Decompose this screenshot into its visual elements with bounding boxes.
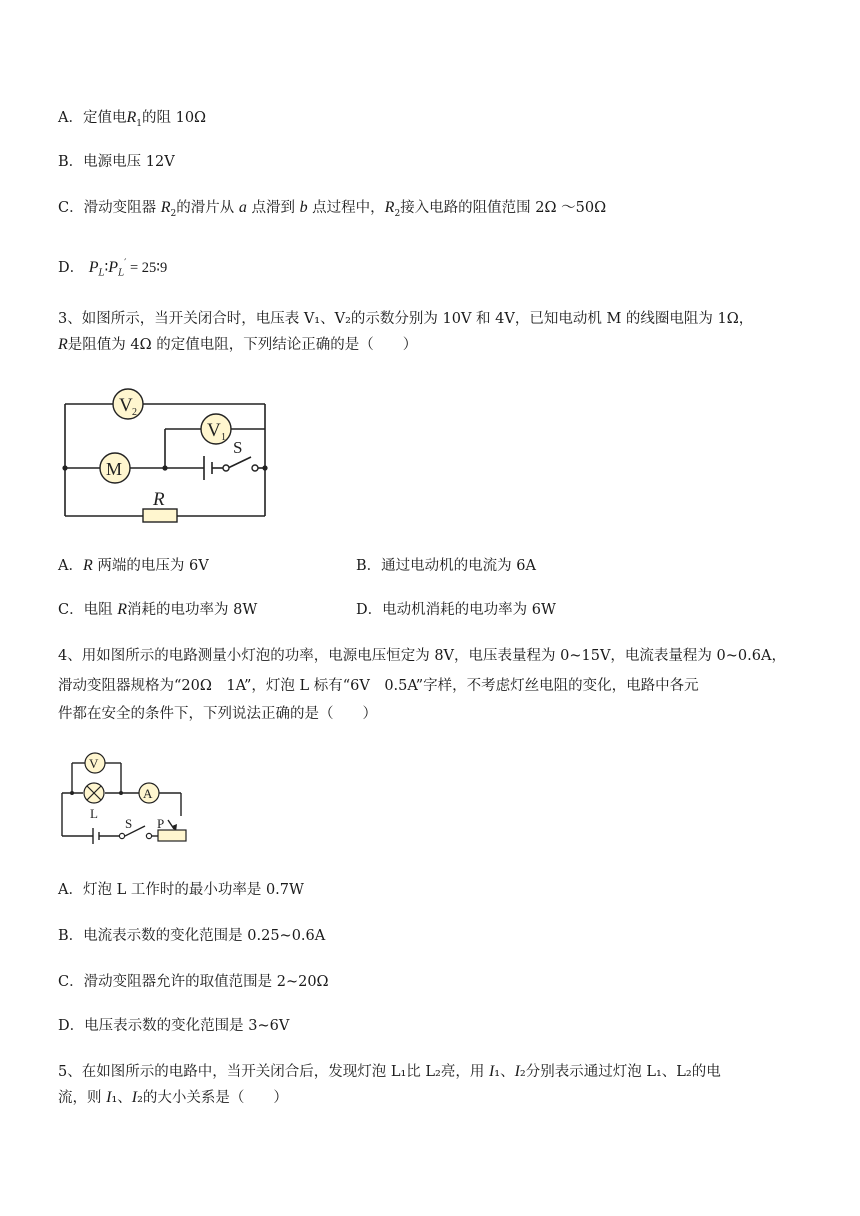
v1-meter-label: V xyxy=(207,420,221,441)
q4-circuit-diagram xyxy=(55,748,195,848)
q2-option-c: C．滑动变阻器 $R_2$的滑片从 a 点滑到 b 点过程中，$R_2$接入电路的阻值范围 2Ω ～50Ω xyxy=(58,199,607,219)
ammeter-label: A xyxy=(143,786,153,801)
slider-label: P xyxy=(157,816,165,831)
q4-stem-line1: 4、用如图所示的电路测量小灯泡的功率，电源电压恒定为 8V，电压表量程为 0~15V，电流表量程为 0~0.6A， xyxy=(58,648,786,664)
q2-option-d: D． $P_L∶P_L'$ = 25∶9 xyxy=(58,258,168,279)
q4-option-a: A．灯泡 L 工作时的最小功率是 0.7W xyxy=(58,882,304,898)
svg-text:1: 1 xyxy=(221,432,226,443)
q4-option-c: C．滑动变阻器允许的取值范围是 2~20Ω xyxy=(58,974,329,990)
q5-stem-line1: 5、在如图所示的电路中，当开关闭合后，发现灯泡 L₁比 L₂亮，用 I₁、I₂分别表示通过灯泡 L₁、L₂的电 xyxy=(58,1063,721,1080)
q3-option-a: A．R 两端的电压为 6V xyxy=(58,557,209,574)
q3-circuit-diagram xyxy=(55,385,285,525)
q4-option-b: B．电流表示数的变化范围是 0.25~0.6A xyxy=(58,928,326,944)
svg-text:2: 2 xyxy=(132,407,137,418)
q3-option-b: B．通过电动机的电流为 6A xyxy=(356,558,536,574)
switch-label: S xyxy=(125,816,133,831)
motor-label: M xyxy=(106,459,123,479)
lamp-label: L xyxy=(90,806,98,821)
q2-option-a: A．定值电$R_1$的阻 10Ω xyxy=(58,109,207,129)
q4-stem-line2: 滑动变阻器规格为“20Ω 1A”，灯泡 L 标有“6V 0.5A”字样，不考虑灯丝电阻的变化，电路中各元 xyxy=(58,678,699,694)
q3-option-c: C．电阻 R消耗的电功率为 8W xyxy=(58,601,258,618)
q4-stem-line3: 件都在安全的条件下，下列说法正确的是（ ） xyxy=(58,706,377,722)
q4-option-d: D．电压表示数的变化范围是 3~6V xyxy=(58,1018,290,1034)
q3-stem-line1: 3、如图所示，当开关闭合时，电压表 V₁、V₂的示数分别为 10V 和 4V，已知电动机 M 的线圈电阻为 1Ω， xyxy=(58,311,754,327)
q3-stem-line2: R是阻值为 4Ω 的定值电阻，下列结论正确的是（ ） xyxy=(58,336,418,353)
q2-option-b: B．电源电压 12V xyxy=(58,154,175,170)
q3-option-d: D．电动机消耗的电功率为 6W xyxy=(356,602,556,618)
voltmeter-label: V xyxy=(89,756,99,771)
v2-meter-label: V xyxy=(119,395,133,416)
q5-stem-line2: 流，则 I₁、I₂的大小关系是（ ） xyxy=(58,1089,288,1106)
resistor-label: R xyxy=(153,489,165,510)
switch-label: S xyxy=(233,438,243,457)
